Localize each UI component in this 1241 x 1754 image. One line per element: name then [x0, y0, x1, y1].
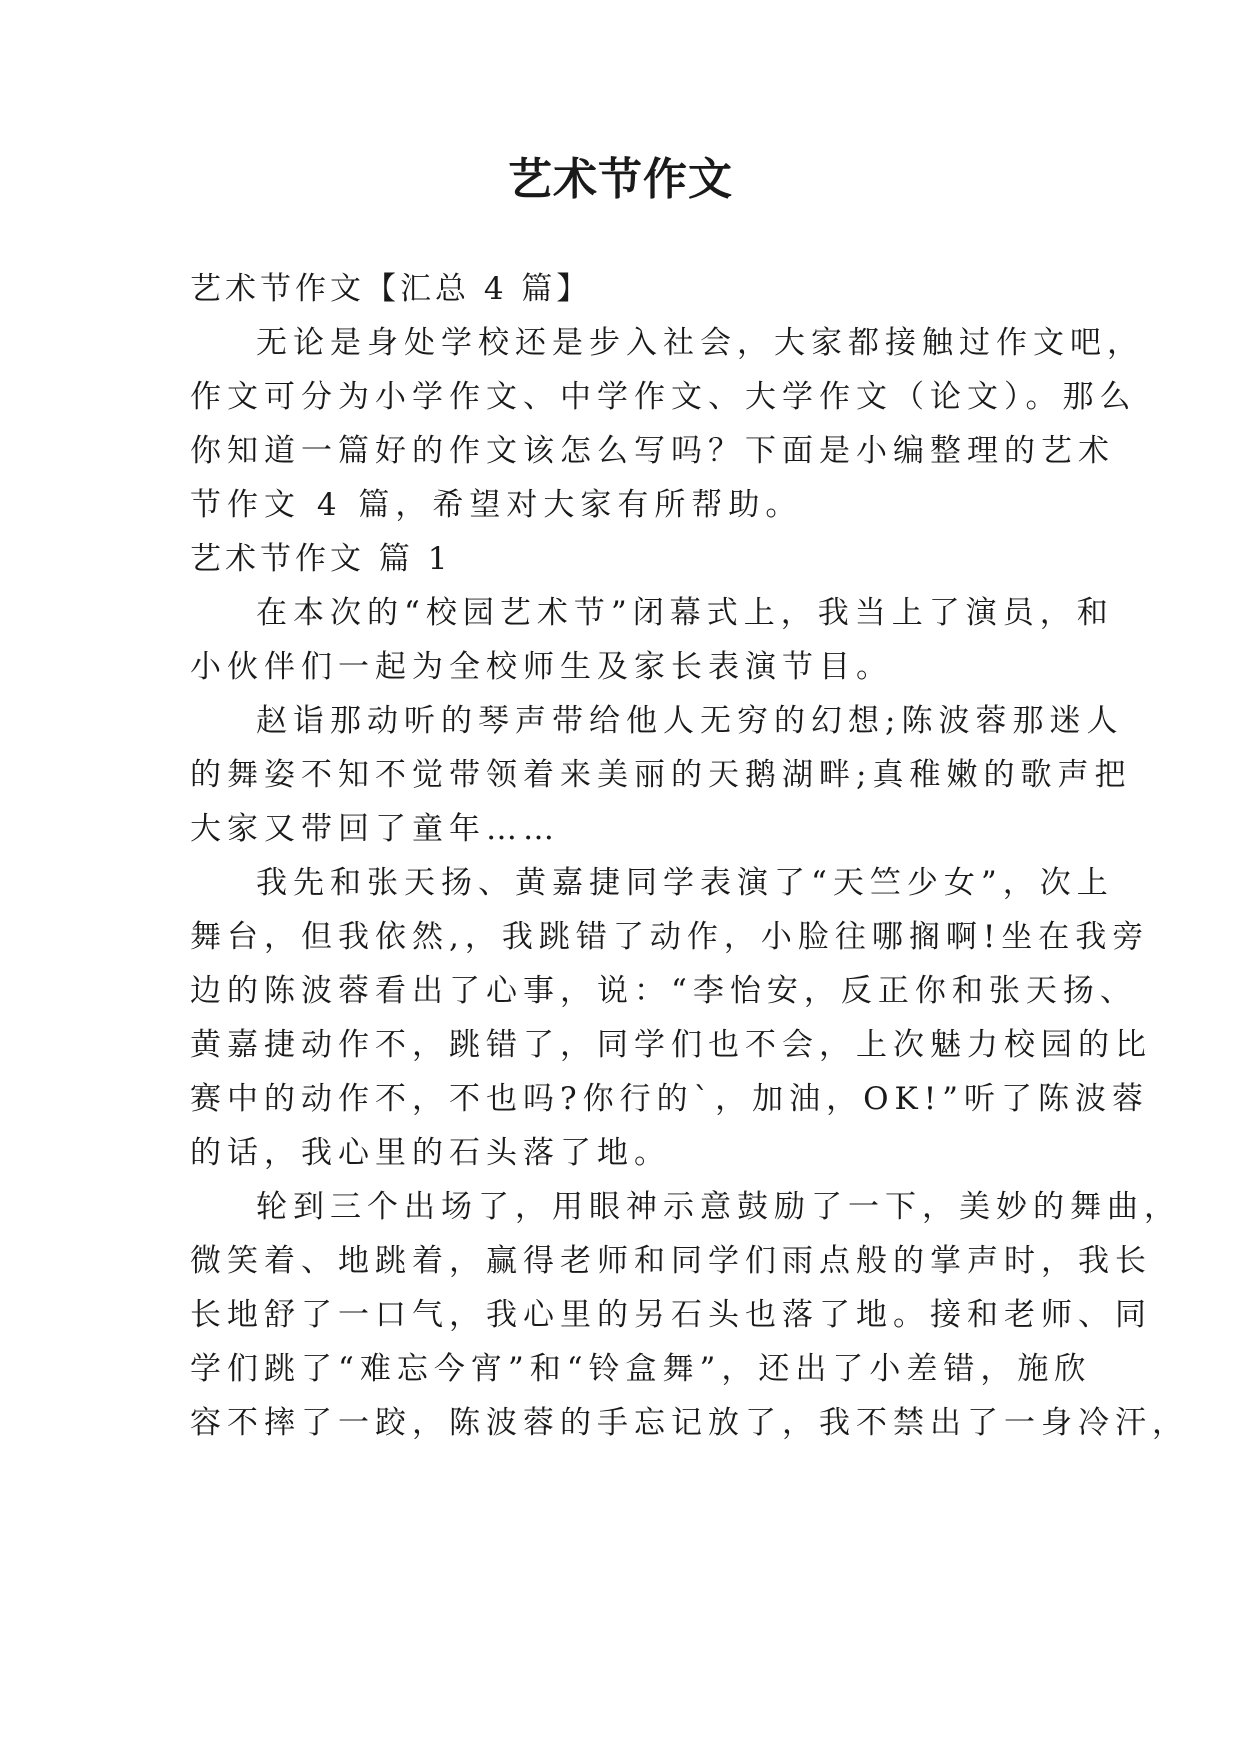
paragraph-line: 轮到三个出场了，用眼神示意鼓励了一下，美妙的舞曲， — [256, 1189, 1181, 1225]
paragraph-line: 赵诣那动听的琴声带给他人无穷的幻想;陈波蓉那迷人 — [256, 703, 1124, 739]
paragraph-line: 舞台，但我依然,，我跳错了动作，小脸往哪搁啊!坐在我旁 — [190, 919, 1150, 955]
paragraph-line: 无论是身处学校还是步入社会，大家都接触过作文吧， — [256, 325, 1144, 361]
paragraph-line: 我先和张天扬、黄嘉捷同学表演了“天竺少女”，次上 — [256, 865, 1114, 901]
paragraph-line: 微笑着、地跳着，赢得老师和同学们雨点般的掌声时，我长 — [190, 1243, 1152, 1279]
paragraph-line: 的话，我心里的石头落了地。 — [190, 1135, 671, 1171]
paragraph-line: 小伙伴们一起为全校师生及家长表演节目。 — [190, 649, 893, 685]
paragraph-line: 容不摔了一跤，陈波蓉的手忘记放了，我不禁出了一身冷汗， — [190, 1405, 1189, 1441]
document-title: 艺术节作文 — [508, 154, 733, 205]
paragraph-line: 长地舒了一口气，我心里的另石头也落了地。接和老师、同 — [190, 1297, 1152, 1333]
paragraph-line: 的舞姿不知不觉带领着来美丽的天鹅湖畔;真稚嫩的歌声把 — [190, 757, 1132, 793]
paragraph-line: 节作文 4 篇，希望对大家有所帮助。 — [190, 487, 803, 523]
paragraph-line: 你知道一篇好的作文该怎么写吗？下面是小编整理的艺术 — [190, 433, 1115, 469]
paragraph-line: 作文可分为小学作文、中学作文、大学作文（论文）。那么 — [190, 379, 1137, 415]
paragraph-line: 大家又带回了童年…… — [190, 811, 560, 847]
paragraph-line: 边的陈波蓉看出了心事，说：“李怡安，反正你和张天扬、 — [190, 973, 1137, 1009]
paragraph-line: 赛中的动作不，不也吗?你行的`，加油，OK!”听了陈波蓉 — [190, 1081, 1149, 1117]
section-heading: 艺术节作文 篇 1 — [190, 541, 452, 577]
paragraph-line: 黄嘉捷动作不，跳错了，同学们也不会，上次魅力校园的比 — [190, 1027, 1152, 1063]
document-body — [190, 262, 1189, 1450]
paragraph-line: 在本次的“校园艺术节”闭幕式上，我当上了演员，和 — [256, 595, 1114, 631]
section-heading: 艺术节作文【汇总 4 篇】 — [190, 271, 592, 307]
paragraph-line: 学们跳了“难忘今宵”和“铃盒舞”，还出了小差错，施欣 — [190, 1351, 1092, 1387]
